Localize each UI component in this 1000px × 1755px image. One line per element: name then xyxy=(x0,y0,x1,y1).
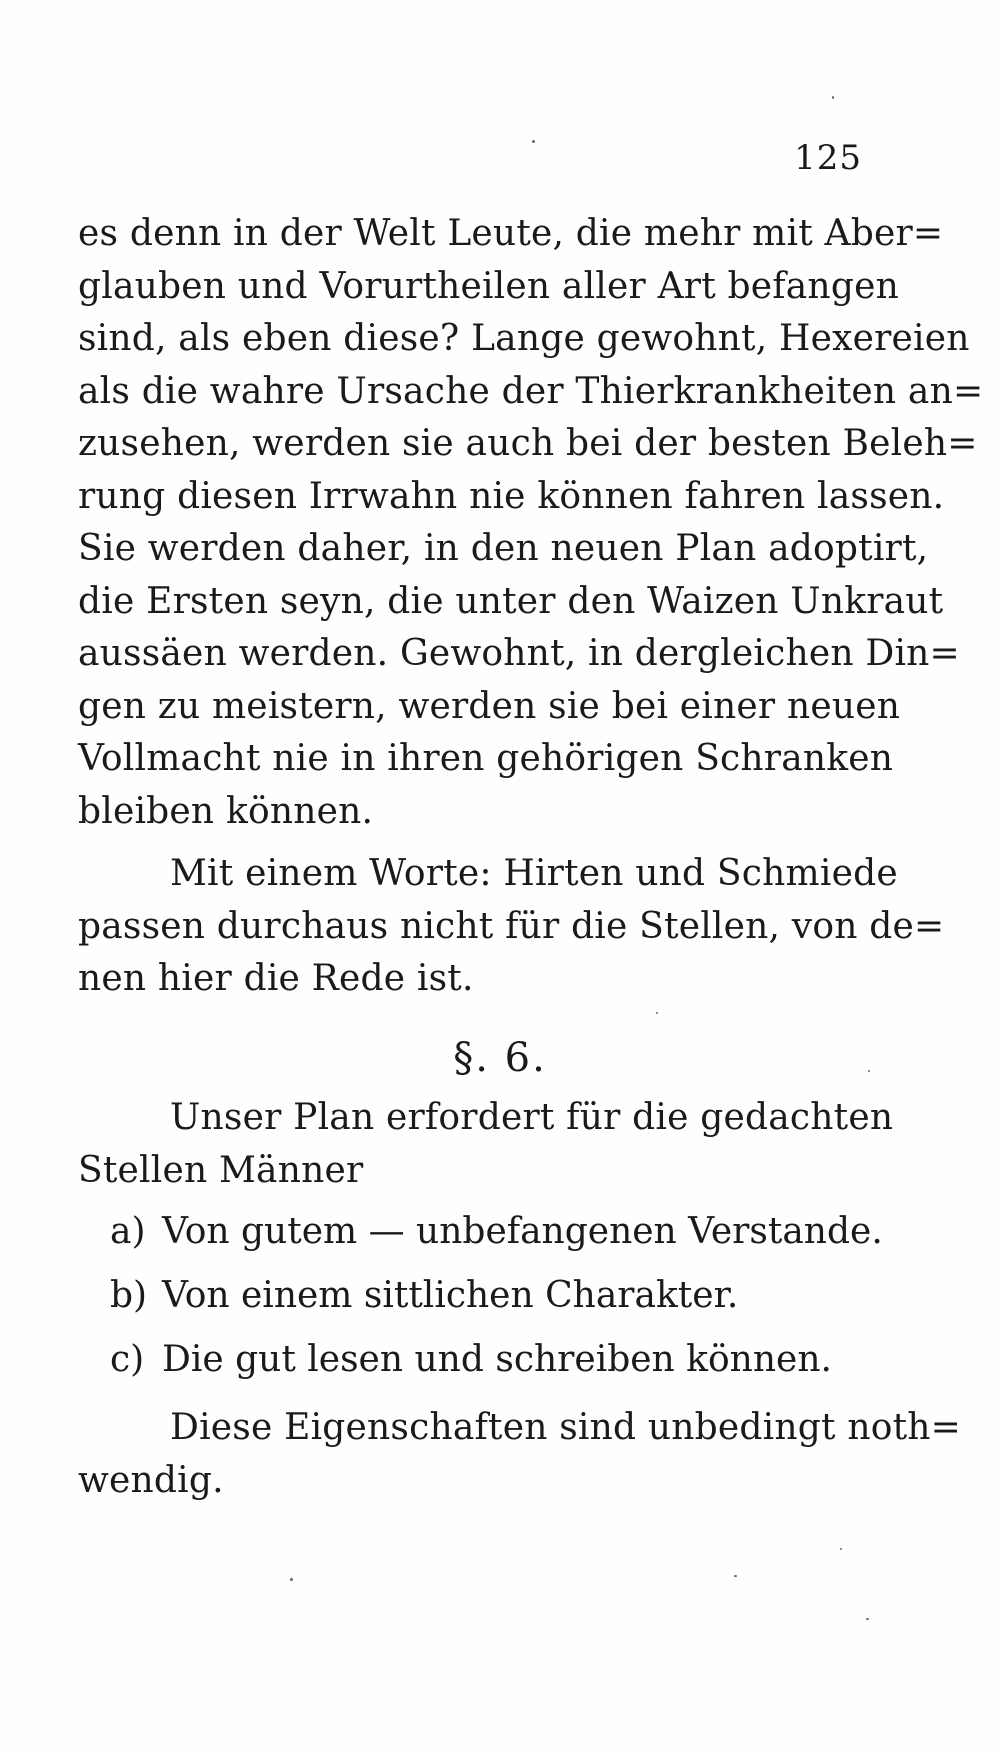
paper-speck xyxy=(734,1575,737,1577)
paper-speck xyxy=(840,1548,842,1550)
text-line: zusehen, werden sie auch bei der besten Beleh= xyxy=(78,423,978,464)
paper-speck xyxy=(868,1070,870,1072)
text-line: rung diesen Irrwahn nie können fahren lassen. xyxy=(78,475,945,517)
requirements-list xyxy=(110,1200,883,1392)
list-item xyxy=(110,1200,883,1264)
text-line: es denn in der Welt Leute, die mehr mit Aber= xyxy=(78,213,944,254)
paper-speck xyxy=(656,1012,658,1014)
paragraph-conclusion xyxy=(78,848,945,1006)
text-line: Diese Eigenschaften sind unbedingt noth= xyxy=(170,1407,961,1448)
text-line: glauben und Vorurtheilen aller Art befangen xyxy=(78,265,899,307)
paragraph-necessity xyxy=(78,1402,961,1507)
text-line: sind, als eben diese? Lange gewohnt, Hexereien xyxy=(78,318,970,359)
text-line: nen hier die Rede ist. xyxy=(78,958,474,999)
paper-speck xyxy=(532,140,535,143)
text-line: als die wahre Ursache der Thierkrankheiten an= xyxy=(78,370,984,412)
text-line: passen durchaus nicht für die Stellen, von de= xyxy=(78,905,945,947)
list-item xyxy=(110,1328,870,1392)
list-marker: c) xyxy=(110,1339,145,1380)
text-line: aussäen werden. Gewohnt, in dergleichen Din= xyxy=(78,633,960,674)
page-number: 125 xyxy=(794,138,862,178)
paragraph-plan-requirements xyxy=(78,1092,894,1197)
text-line: bleiben können. xyxy=(78,790,374,832)
paper-speck xyxy=(290,1578,293,1581)
paper-speck xyxy=(832,96,834,99)
list-item-text: Von einem sittlichen Charakter. xyxy=(162,1275,739,1316)
list-item-text: Von gutem — unbefangenen Verstande. xyxy=(162,1211,883,1252)
text-line: gen zu meistern, werden sie bei einer neuen xyxy=(78,685,901,727)
text-line: Sie werden daher, in den neuen Plan adoptirt, xyxy=(78,528,929,569)
paragraph-superstition xyxy=(78,208,984,838)
list-marker: a) xyxy=(110,1211,146,1252)
section-heading: §. 6. xyxy=(453,1035,547,1081)
text-line: Stellen Männer xyxy=(78,1149,364,1191)
paper-speck xyxy=(866,1618,869,1620)
list-item-text: Die gut lesen und schreiben können. xyxy=(162,1339,832,1380)
text-line: wendig. xyxy=(78,1459,224,1501)
text-line: die Ersten seyn, die unter den Waizen Unkraut xyxy=(78,580,944,622)
list-item xyxy=(110,1264,870,1328)
list-marker: b) xyxy=(110,1275,148,1316)
text-line: Unser Plan erfordert für die gedachten xyxy=(170,1097,894,1138)
text-line: Vollmacht nie in ihren gehörigen Schranken xyxy=(78,738,894,779)
text-line: Mit einem Worte: Hirten und Schmiede xyxy=(170,853,898,894)
